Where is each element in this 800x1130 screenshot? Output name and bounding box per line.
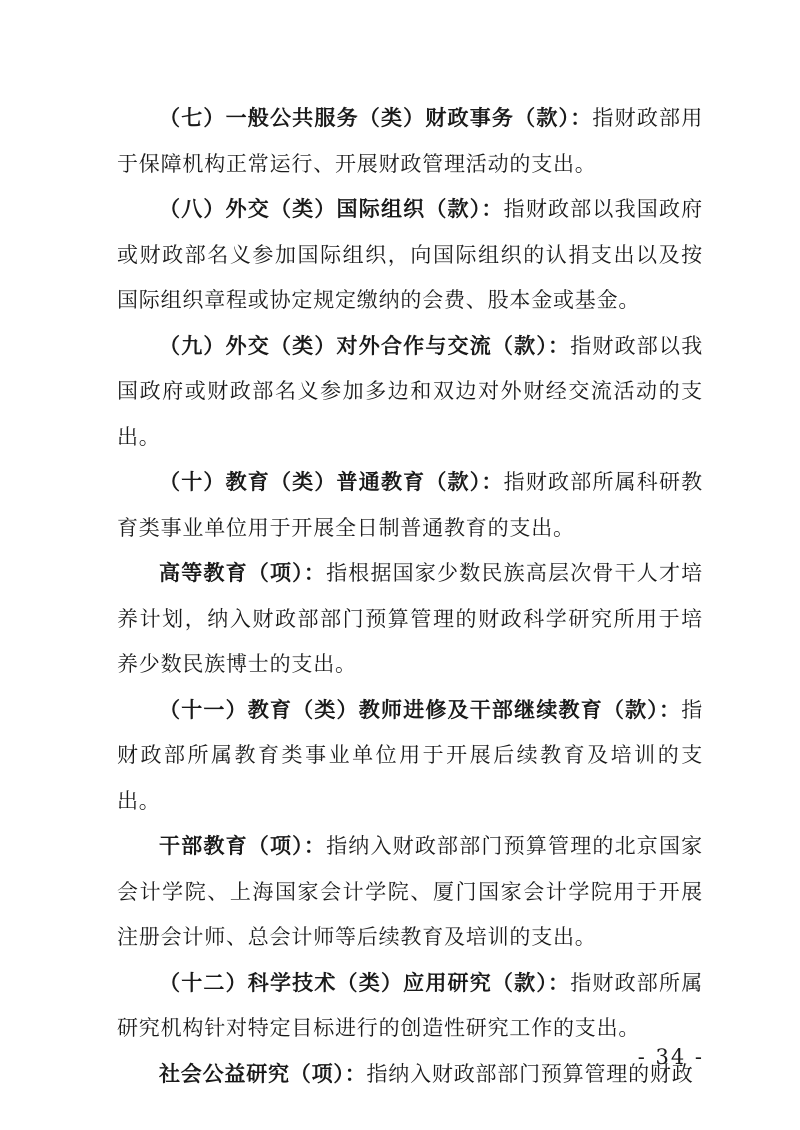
paragraph-heading: 社会公益研究（项）：	[159, 1061, 367, 1086]
paragraph-text: 指纳入财政部部门预算管理的北京国家会计学院、上海国家会计学院、厦门国家会计学院用于开展注册会计师、总会计师等后续教育及培训的支出。	[117, 834, 703, 949]
paragraph-text: 指财政部所属科研教育类事业单位用于开展全日制普通教育的支出。	[117, 470, 703, 540]
paragraph-9	[117, 324, 703, 461]
paragraph-text: 指根据国家少数民族高层次骨干人才培养计划，纳入财政部部门预算管理的财政科学研究所用于培养少数民族博士的支出。	[117, 561, 703, 676]
paragraph-8	[117, 187, 703, 324]
paragraph-text: 指财政部用于保障机构正常运行、开展财政管理活动的支出。	[117, 106, 704, 176]
paragraph-text: 指财政部所属教育类事业单位用于开展后续教育及培训的支出。	[117, 697, 703, 813]
paragraph-text: 指财政部以我国政府或财政部名义参加国际组织，向国际组织的认捐支出以及按国际组织章程或协定规定缴纳的会费、股本金或基金。	[117, 197, 703, 312]
paragraph-text: 指财政部所属研究机构针对特定目标进行的创造性研究工作的支出。	[117, 970, 703, 1040]
paragraph-10	[117, 460, 703, 551]
paragraph-heading: （八）外交（类）国际组织（款）：	[159, 197, 504, 221]
paragraph-heading: （十）教育（类）普通教育（款）：	[159, 470, 504, 494]
paragraph-heading: （十二）科学技术（类）应用研究（款）：	[159, 970, 571, 995]
paragraph-cadre-education	[117, 824, 703, 961]
paragraph-heading: （七）一般公共服务（类）财政事务（款）：	[159, 106, 593, 130]
paragraph-heading: 干部教育（项）：	[159, 834, 327, 858]
document-body	[117, 96, 703, 1097]
paragraph-heading: （九）外交（类）对外合作与交流（款）：	[159, 333, 571, 358]
paragraph-public-welfare-research	[117, 1052, 703, 1098]
paragraph-text: 指财政部以我国政府或财政部名义参加多边和双边对外财经交流活动的支出。	[117, 333, 703, 449]
paragraph-heading: （十一）教育（类）教师进修及干部继续教育（款）：	[159, 697, 682, 722]
paragraph-heading: 高等教育（项）：	[159, 561, 327, 585]
paragraph-12	[117, 961, 703, 1052]
page-number: - 34 -	[637, 1045, 704, 1069]
paragraph-text: 指纳入财政部部门预算管理的财政	[366, 1061, 694, 1086]
paragraph-higher-education	[117, 551, 703, 688]
paragraph-11	[117, 688, 703, 825]
paragraph-7	[117, 96, 703, 187]
